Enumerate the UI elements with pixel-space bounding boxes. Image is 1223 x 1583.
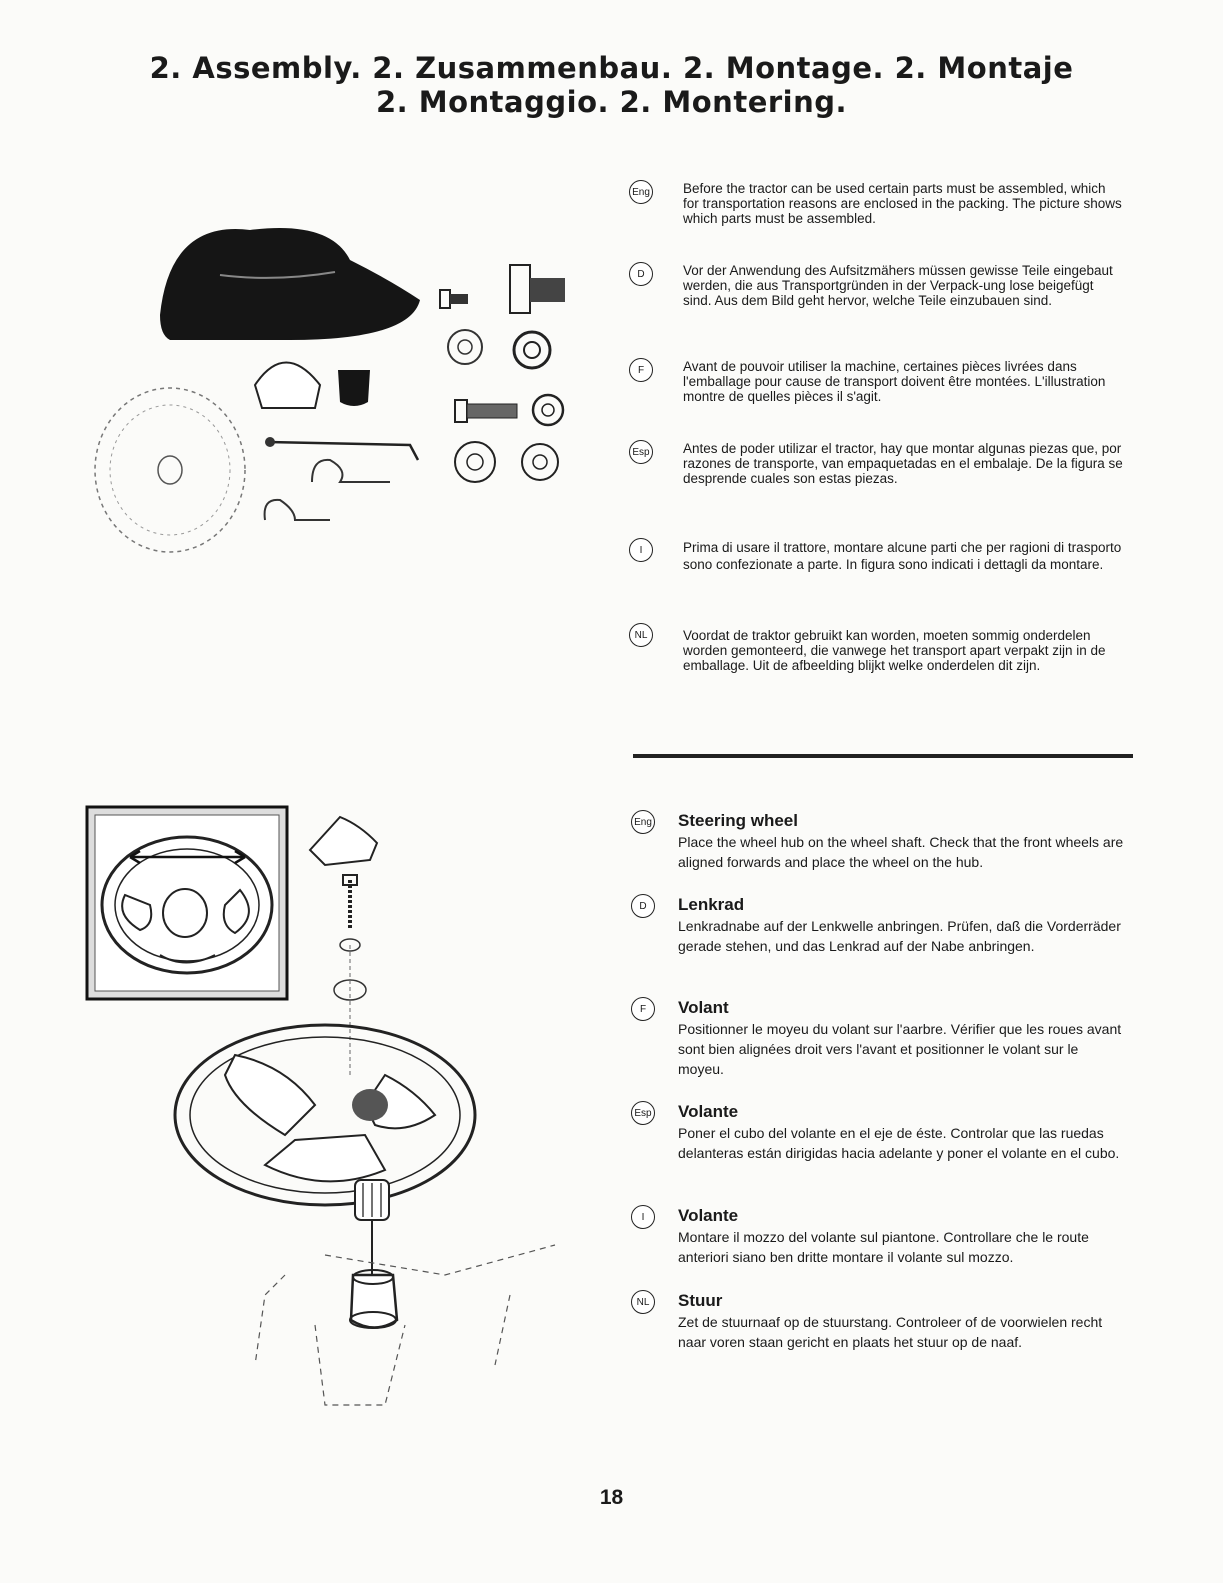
step-text-d: Lenkradnabe auf der Lenkwelle anbringen. Prüfen, daß die Vorderräder gerade stehen, und das Lenkrad auf der Nabe anbringen. [678,918,1121,954]
lang-badge-d-step: D [631,894,655,918]
seat-part [160,228,420,340]
lang-badge-d: D [629,262,653,286]
lang-badge-nl: NL [629,623,653,647]
large-bolt [510,265,530,313]
nut-2 [533,395,563,425]
step-text-eng: Place the wheel hub on the wheel shaft. Check that the front wheels are aligned forwards and place the wheel on the hub. [678,834,1124,870]
step-heading-f: Volant [678,998,729,1017]
step-text-esp: Poner el cubo del volante en el eje de éste. Controlar que las ruedas delanteras están dirigidas hacia adelante y poner el volante en el cubo. [678,1125,1120,1161]
page-title-line-1: 2. Assembly. 2. Zusammenbau. 2. Montage. 2. Montaje [149,51,1074,85]
clip-pin-2 [265,500,330,520]
intro-text-i: Prima di usare il trattore, montare alcune parti che per ragioni di trasporto sono confezionate a parte. In figura sono indicati i dettagli da montare. [683,540,1122,572]
shaft-housing [351,1275,397,1328]
long-bolt [455,400,467,422]
section-divider [633,754,1133,758]
step-text-f: Positionner le moyeu du volant sur l'aarbre. Vérifier que les roues avant sont bien alignées droit vers l'avant et positionner le volant sur le moyeu. [678,1021,1122,1077]
steering-wheel-assembly-illustration [85,805,585,1415]
page-number: 18 [599,1486,624,1509]
step-heading-nl: Stuur [678,1291,723,1310]
lang-badge-f-step: F [631,997,655,1021]
step-text-nl: Zet de stuurnaaf op de stuurstang. Controleer of de voorwielen recht naar voren staan gericht en plaats het stuur op de naaf. [678,1314,1103,1350]
intro-text-eng: Before the tractor can be used certain parts must be assembled, which for transportation reasons are enclosed in the packing. The picture shows which parts must be assembled. [683,181,1122,226]
page-title-line-2: 2. Montaggio. 2. Montering. [375,85,848,119]
lang-badge-eng-step: Eng [631,810,655,834]
rod-part [268,442,418,460]
lang-badge-esp: Esp [629,440,653,464]
washer-2 [455,442,495,482]
lang-badge-f: F [629,358,653,382]
nut-1 [514,332,550,368]
intro-text-nl: Voordat de traktor gebruikt kan worden, moeten sommig onderdelen worden gemonteerd, die vanwege het transport apart verpakt zijn in de emballage. Uit de afbeelding blijkt welke onderdelen dit zijn. [683,628,1106,673]
step-heading-eng: Steering wheel [678,811,798,830]
block-part [338,370,370,406]
nut-3 [522,444,558,480]
clip-pin-1 [312,460,390,482]
hub-cover [310,817,377,865]
intro-text-f: Avant de pouvoir utiliser la machine, certaines pièces livrées dans l'emballage pour cause de transport doivent être montées. L'illustration montre de quelles pièces il s'agit. [683,359,1106,404]
lang-badge-nl-step: NL [631,1290,655,1314]
step-heading-esp: Volante [678,1102,739,1121]
step-heading-i: Volante [678,1206,739,1225]
hub-cover-part [255,363,320,409]
step-heading-d: Lenkrad [678,895,745,914]
steering-wheel-outline [95,388,245,552]
small-bolt [440,290,450,308]
lang-badge-i: I [629,538,653,562]
lang-badge-eng: Eng [629,180,653,204]
washer-1 [448,330,482,364]
step-text-i: Montare il mozzo del volante sul piantone. Controllare che le route anteriori siano ben dritte montare il volante sul mozzo. [678,1229,1089,1265]
intro-text-d: Vor der Anwendung des Aufsitzmähers müssen gewisse Teile eingebaut werden, die aus Transportgründen in der Verpack-ung lose beigefügt sind. Aus dem Bild geht hervor, welche Teile einzubauen sind. [683,263,1113,308]
lang-badge-esp-step: Esp [631,1101,655,1125]
intro-text-esp: Antes de poder utilizar el tractor, hay que montar algunas piezas que, por razones de transporte, van empaquetadas en el embalaje. De la figura se desprende cuales son estas piezas. [683,441,1123,486]
chassis-outline [255,1245,555,1405]
parts-illustration [90,220,590,580]
lang-badge-i-step: I [631,1205,655,1229]
